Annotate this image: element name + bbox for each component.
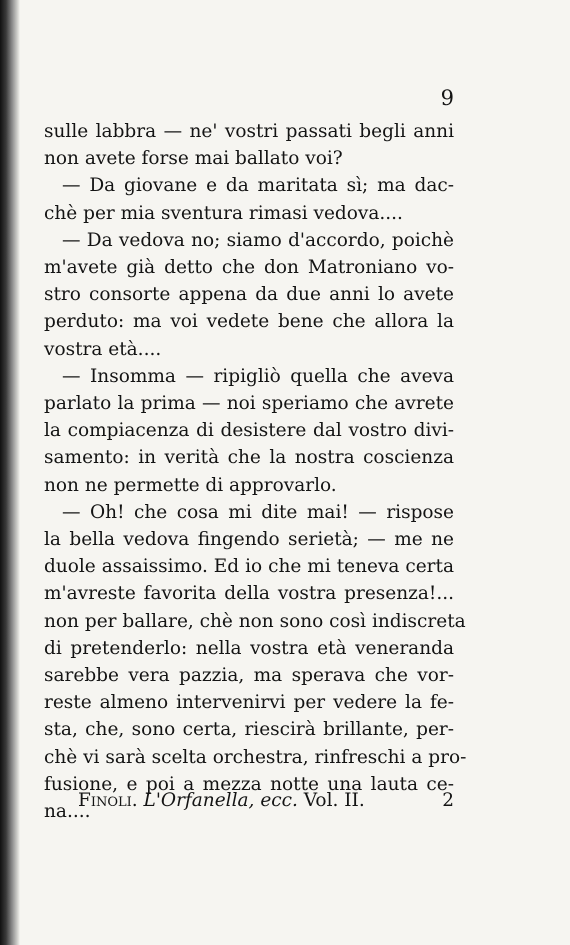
text-line: stro consorte appena da due anni lo avete <box>44 284 454 306</box>
text-line: non ne permette di approvarlo. <box>44 474 337 496</box>
footer-title: L'Orfanella, <box>143 790 255 811</box>
text-line: — Insomma — ripigliò quella che aveva <box>62 365 454 387</box>
text-line: samento: in verità che la nostra coscienza <box>44 447 454 469</box>
text-line: sarebbe vera pazzia, ma sperava che vor- <box>44 665 454 687</box>
text-line: di pretenderlo: nella vostra età veneranda <box>44 637 454 659</box>
footer-author: Finoli. <box>78 790 138 811</box>
page-number: 9 <box>440 86 454 110</box>
text-line: la compiacenza di desistere dal vostro divi- <box>44 420 454 442</box>
text-line: reste almeno intervenirvi per vedere la fe- <box>44 692 454 714</box>
text-line: m'avete già detto che don Matroniano vo- <box>44 257 454 279</box>
footer-volume: Vol. II. <box>303 790 365 811</box>
signature-mark: 2 <box>442 790 454 811</box>
text-line: vostra età.... <box>44 338 162 360</box>
text-line: perduto: ma voi vedete bene che allora la <box>44 311 454 333</box>
text-line: chè per mia sventura rimasi vedova.... <box>44 202 403 224</box>
text-line: parlato la prima — noi speriamo che avrete <box>44 393 454 415</box>
text-line: la bella vedova fingendo serietà; — me ne <box>44 529 454 551</box>
text-line: — Da vedova no; siamo d'accordo, poichè <box>62 229 454 251</box>
text-line: — Da giovane e da maritata sì; ma dac- <box>62 175 454 197</box>
text-line: non avete forse mai ballato voi? <box>44 148 343 170</box>
text-line: sulle labbra — ne' vostri passati begli anni <box>44 121 454 142</box>
text-line: na.... <box>44 801 91 823</box>
footer-etc: ecc. <box>260 790 298 811</box>
footer-signature-line <box>78 790 365 811</box>
body-text <box>44 118 467 825</box>
text-line: sta, che, sono certa, riescirà brillante, per- <box>44 719 454 741</box>
text-line: duole assaissimo. Ed io che mi teneva certa <box>44 556 454 578</box>
text-line: m'avreste favorita della vostra presenza!... <box>44 583 454 605</box>
page-gutter-shadow <box>0 0 20 945</box>
text-line: fusione, e poi a mezza notte una lauta ce- <box>44 773 454 795</box>
text-line: chè vi sarà scelta orchestra, rinfreschi a pro- <box>44 746 467 768</box>
text-line: non per ballare, chè non sono così indiscreta <box>44 610 466 632</box>
text-line: — Oh! che cosa mi dite mai! — rispose <box>62 501 454 523</box>
